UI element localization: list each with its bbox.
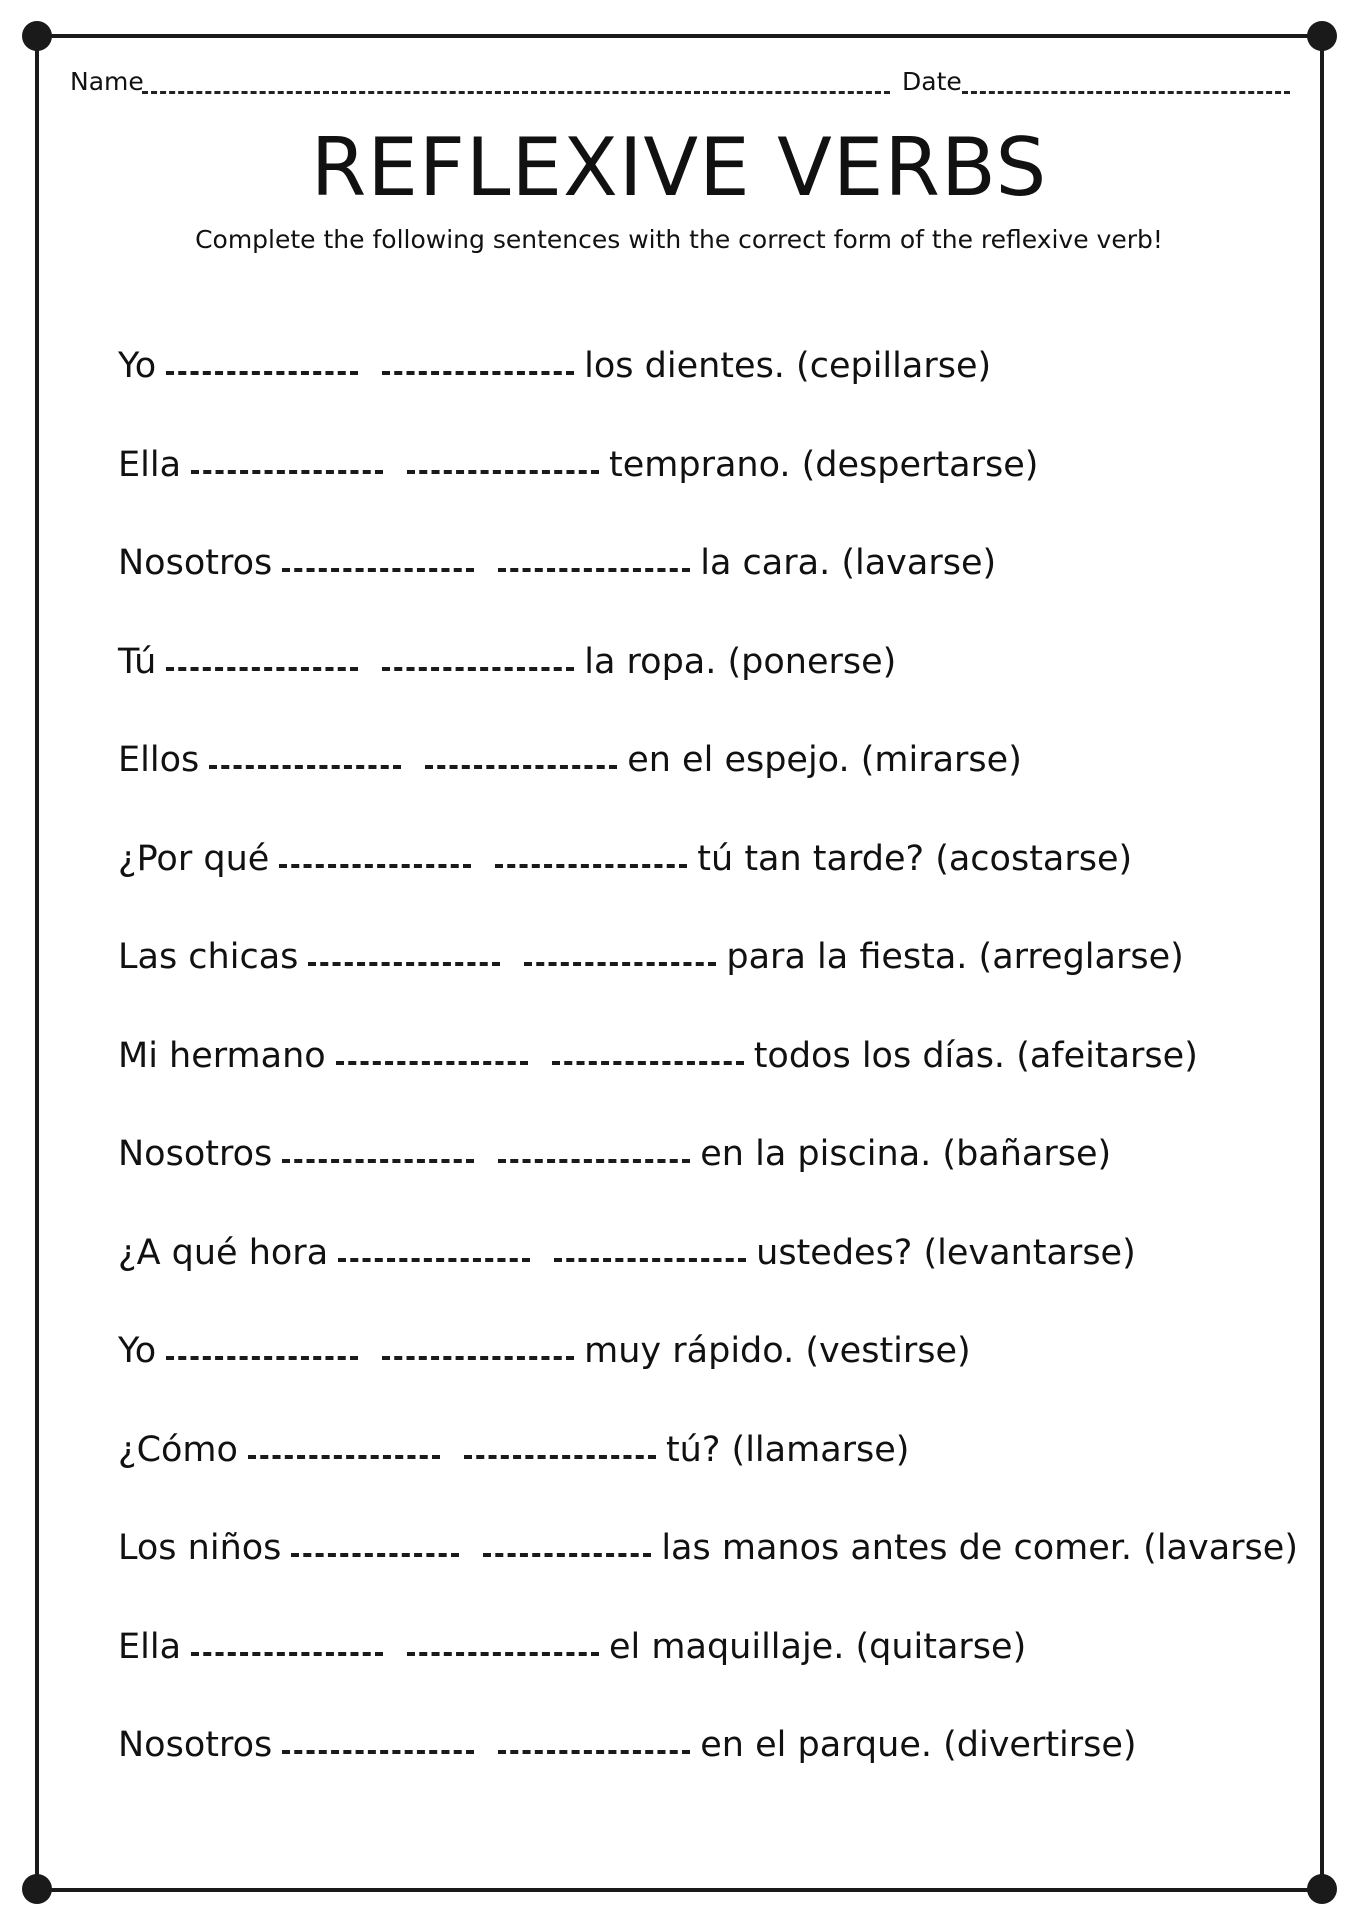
sentence-subject: Yo <box>118 346 157 386</box>
sentence-rest: tú? (llamarse) <box>665 1429 910 1470</box>
answer-blank-verb[interactable] <box>498 568 690 572</box>
name-date-header <box>70 64 1290 100</box>
sentence-item <box>118 437 1298 536</box>
sentence-rest: la ropa. (ponerse) <box>584 641 897 682</box>
sentence-subject: Tú <box>118 641 157 682</box>
answer-blank-verb[interactable] <box>382 1356 574 1360</box>
answer-blank-pronoun[interactable] <box>248 1455 440 1459</box>
sentence-item <box>118 1422 1298 1521</box>
date-label: Date <box>902 67 962 96</box>
corner-dot-top-left <box>22 21 52 51</box>
answer-blank-pronoun[interactable] <box>166 667 358 671</box>
answer-blank-pronoun[interactable] <box>308 962 500 966</box>
answer-blank-pronoun[interactable] <box>166 371 358 375</box>
sentence-item <box>118 1323 1298 1422</box>
answer-blank-pronoun[interactable] <box>282 1159 474 1163</box>
sentence-rest: temprano. (despertarse) <box>609 444 1039 485</box>
sentence-subject: Nosotros <box>118 1725 273 1765</box>
sentence-subject: Nosotros <box>118 1134 273 1174</box>
answer-blank-pronoun[interactable] <box>336 1061 528 1065</box>
answer-blank-pronoun[interactable] <box>191 470 383 474</box>
answer-blank-pronoun[interactable] <box>338 1258 530 1262</box>
sentence-rest: la cara. (lavarse) <box>700 543 997 583</box>
sentence-item <box>118 1126 1298 1225</box>
answer-blank-pronoun[interactable] <box>282 1750 474 1754</box>
name-field[interactable] <box>142 91 890 94</box>
answer-blank-verb[interactable] <box>495 864 687 868</box>
answer-blank-pronoun[interactable] <box>279 864 471 868</box>
answer-blank-verb[interactable] <box>498 1750 690 1754</box>
answer-blank-verb[interactable] <box>382 371 574 375</box>
sentence-item <box>118 634 1298 733</box>
answer-blank-verb[interactable] <box>425 765 617 769</box>
sentence-item <box>118 831 1298 930</box>
sentence-rest: ustedes? (levantarse) <box>756 1232 1136 1273</box>
frame-bottom-border <box>42 1888 1318 1892</box>
sentence-rest: todos los días. (afeitarse) <box>753 1035 1198 1076</box>
date-field[interactable] <box>962 91 1290 94</box>
sentence-rest: muy rápido. (vestirse) <box>584 1331 971 1371</box>
sentence-item <box>118 1028 1298 1127</box>
sentence-subject: Los niños <box>118 1528 282 1568</box>
sentence-subject: Mi hermano <box>118 1035 326 1076</box>
frame-right-border <box>1320 36 1324 1890</box>
answer-blank-verb[interactable] <box>407 470 599 474</box>
sentence-rest: tú tan tarde? (acostarse) <box>697 838 1133 879</box>
sentence-subject: Ella <box>118 1626 182 1667</box>
sentence-item <box>118 338 1298 437</box>
answer-blank-verb[interactable] <box>483 1553 651 1557</box>
sentence-item <box>118 929 1298 1028</box>
answer-blank-pronoun[interactable] <box>209 765 401 769</box>
sentence-item <box>118 1225 1298 1324</box>
answer-blank-verb[interactable] <box>498 1159 690 1163</box>
sentence-subject: Ella <box>118 444 182 485</box>
sentence-rest: las manos antes de comer. (lavarse) <box>661 1528 1298 1568</box>
sentence-subject: ¿Cómo <box>118 1429 238 1470</box>
sentence-item <box>118 732 1298 831</box>
sentence-subject: ¿A qué hora <box>118 1232 329 1273</box>
answer-blank-verb[interactable] <box>524 962 716 966</box>
sentence-rest: para la fiesta. (arreglarse) <box>726 937 1184 977</box>
answer-blank-verb[interactable] <box>464 1455 656 1459</box>
corner-dot-bottom-right <box>1307 1874 1337 1904</box>
answer-blank-pronoun[interactable] <box>282 568 474 572</box>
worksheet-title: REFLEXIVE VERBS <box>310 121 1048 214</box>
sentence-rest: los dientes. (cepillarse) <box>584 346 992 386</box>
answer-blank-pronoun[interactable] <box>291 1553 459 1557</box>
sentence-item <box>118 1520 1298 1619</box>
sentence-subject: Ellos <box>118 740 200 780</box>
answer-blank-verb[interactable] <box>554 1258 746 1262</box>
sentence-item <box>118 1717 1298 1816</box>
sentence-subject: Nosotros <box>118 543 273 583</box>
answer-blank-verb[interactable] <box>552 1061 744 1065</box>
sentence-list <box>118 338 1298 1816</box>
sentence-subject: Las chicas <box>118 937 299 977</box>
sentence-subject: ¿Por qué <box>118 838 270 879</box>
corner-dot-top-right <box>1307 21 1337 51</box>
sentence-item <box>118 1619 1298 1718</box>
sentence-rest: en la piscina. (bañarse) <box>700 1134 1112 1174</box>
frame-left-border <box>35 36 39 1890</box>
sentence-rest: en el espejo. (mirarse) <box>627 740 1022 780</box>
answer-blank-verb[interactable] <box>382 667 574 671</box>
sentence-item <box>118 535 1298 634</box>
sentence-rest: en el parque. (divertirse) <box>700 1725 1137 1765</box>
instructions: Complete the following sentences with the correct form of the reflexive verb! <box>195 225 1163 254</box>
answer-blank-pronoun[interactable] <box>191 1652 383 1656</box>
corner-dot-bottom-left <box>22 1874 52 1904</box>
sentence-rest: el maquillaje. (quitarse) <box>609 1626 1027 1667</box>
answer-blank-pronoun[interactable] <box>166 1356 358 1360</box>
answer-blank-verb[interactable] <box>407 1652 599 1656</box>
frame-top-border <box>42 34 1318 38</box>
sentence-subject: Yo <box>118 1331 157 1371</box>
name-label: Name <box>70 67 144 96</box>
